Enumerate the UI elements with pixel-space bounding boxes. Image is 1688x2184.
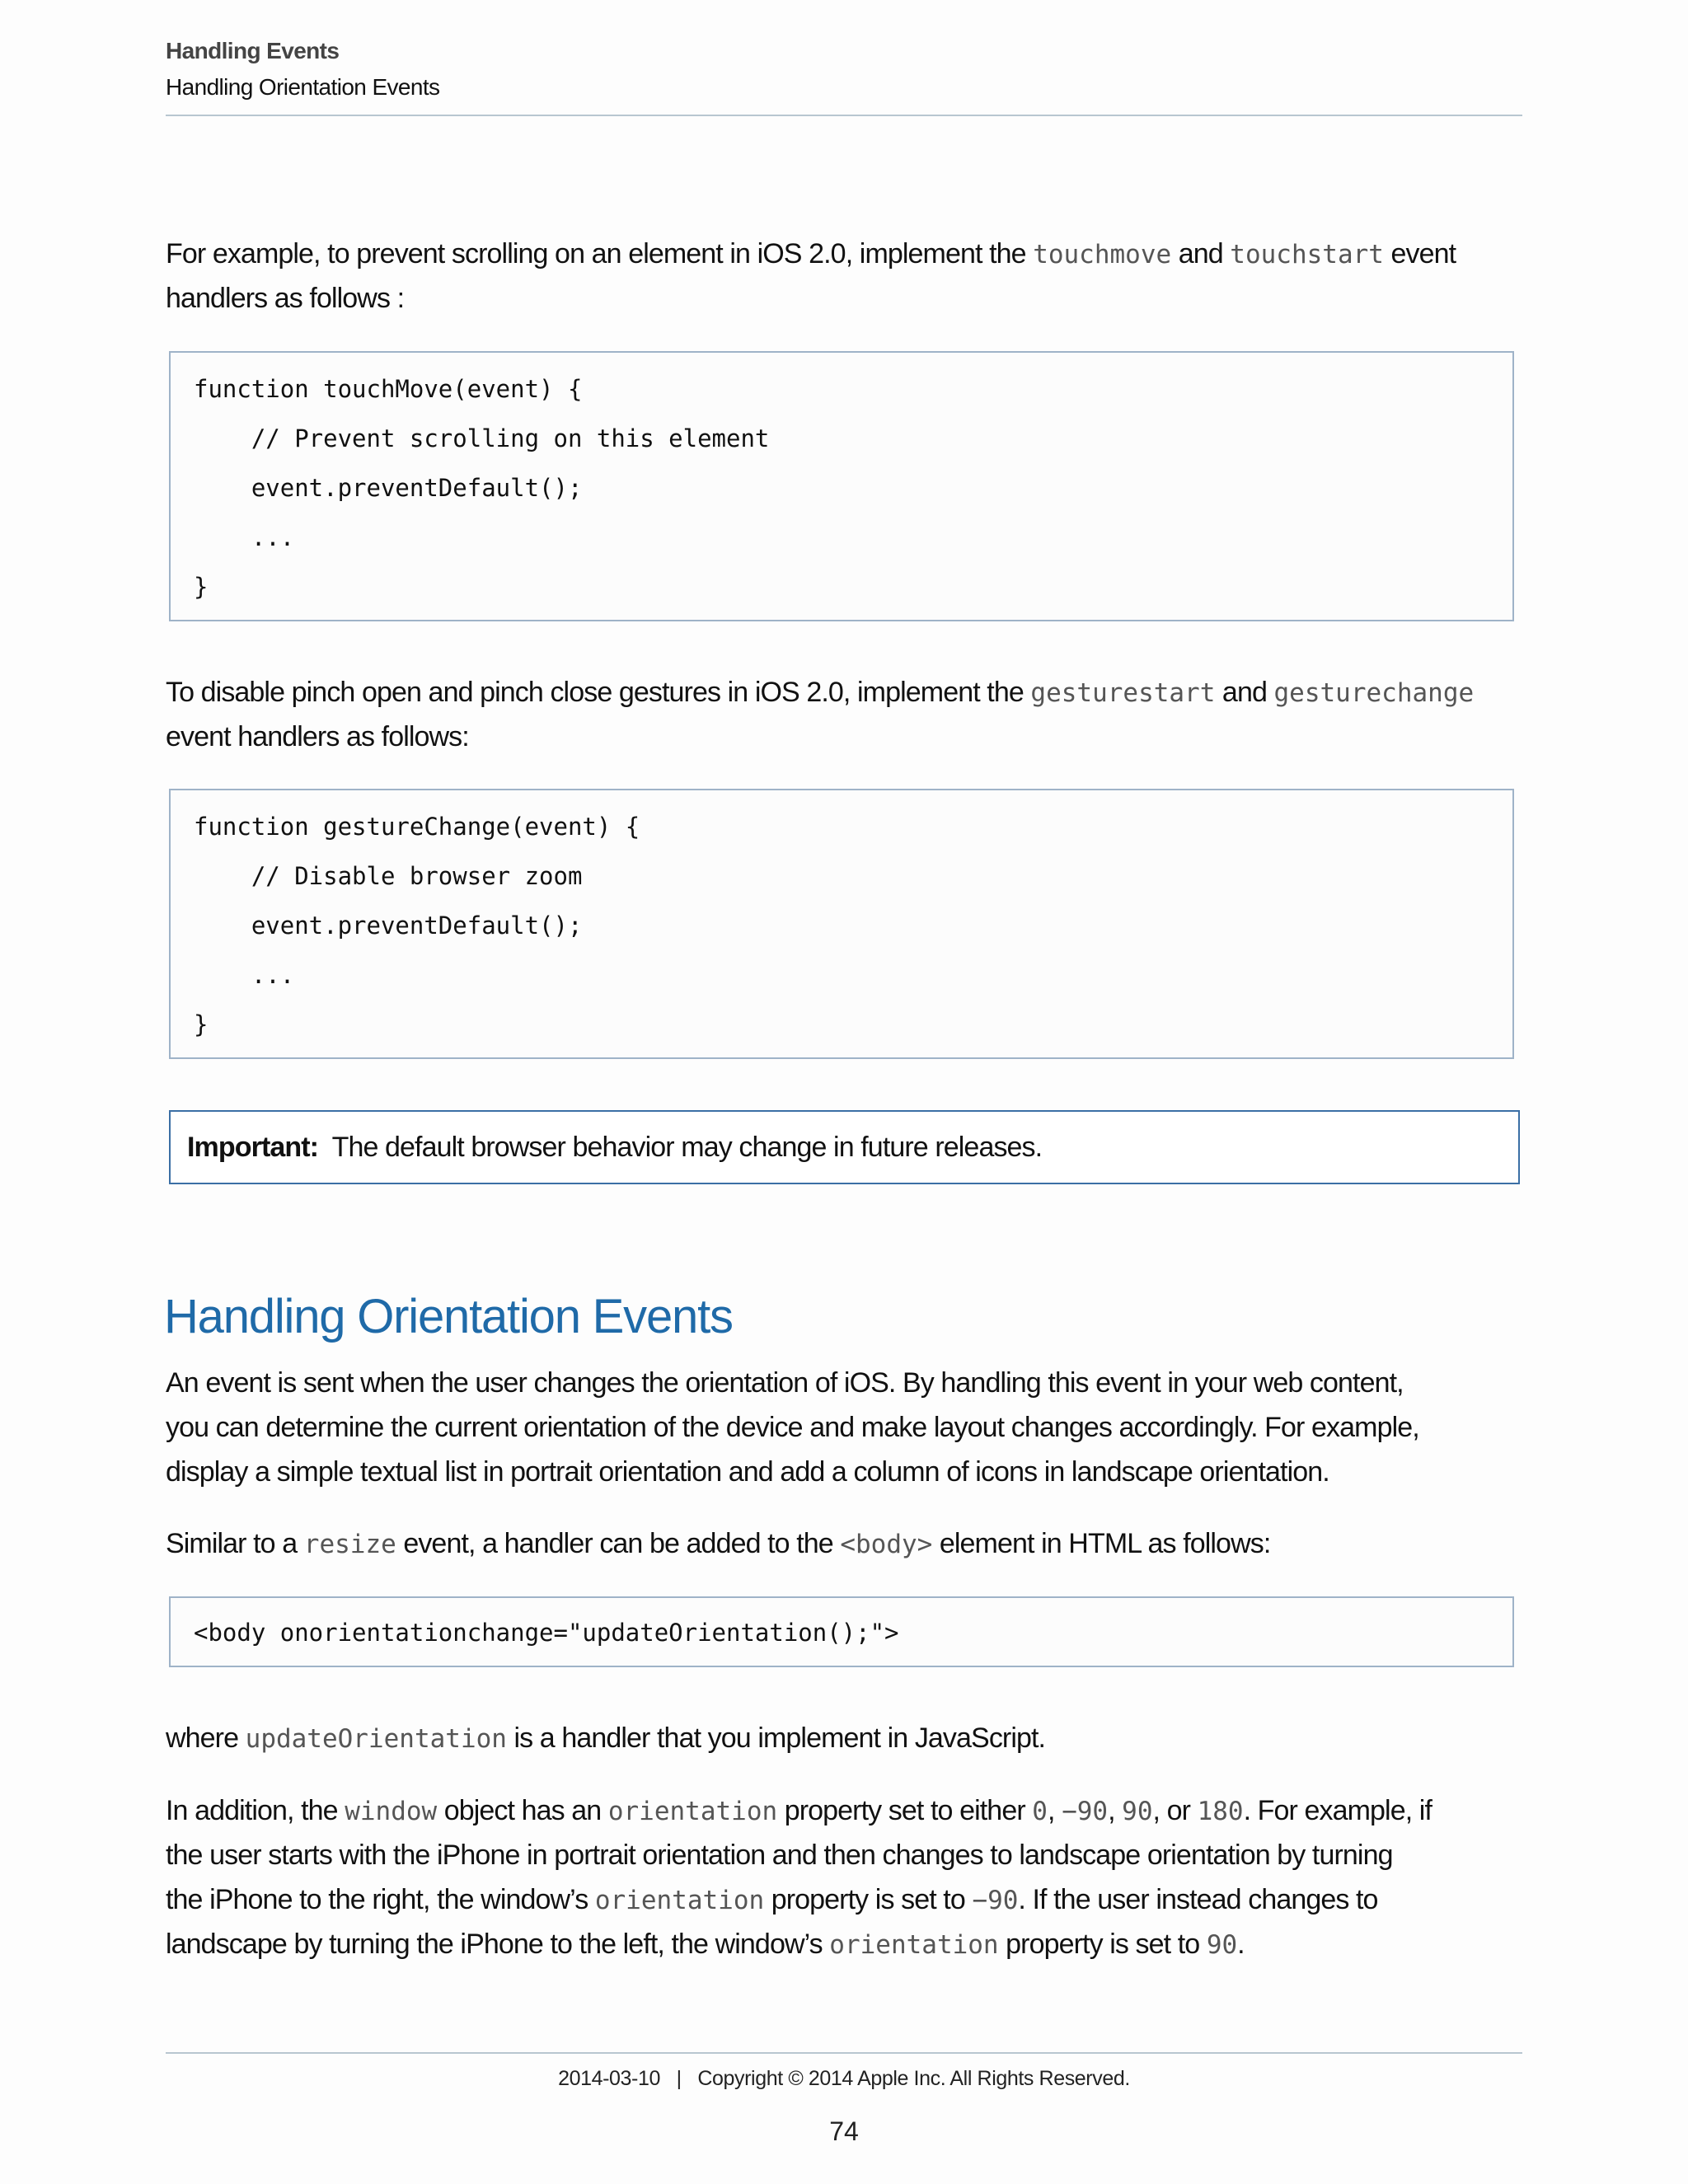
paragraph-line bbox=[166, 1928, 1245, 1961]
code-line: function gestureChange(event) { bbox=[194, 813, 640, 841]
important-label: Important: bbox=[187, 1132, 319, 1163]
paragraph-line: display a simple textual list in portrait orientation and add a column of icons in landscape orientation. bbox=[166, 1456, 1329, 1488]
code-line: event.preventDefault(); bbox=[194, 912, 583, 940]
paragraph-line bbox=[166, 237, 1456, 271]
code-line: function touchMove(event) { bbox=[194, 375, 583, 403]
footer-copyright: Copyright © 2014 Apple Inc. All Rights Reserved. bbox=[697, 2067, 1130, 2090]
inline-code: orientation bbox=[594, 1886, 765, 1915]
inline-code: orientation bbox=[607, 1797, 778, 1826]
text: To disable pinch open and pinch close gestures in iOS 2.0, implement the bbox=[166, 677, 1031, 708]
text: . bbox=[1237, 1929, 1245, 1960]
inline-code: <body> bbox=[840, 1530, 933, 1559]
inline-code: updateOrientation bbox=[245, 1724, 507, 1754]
footer-divider bbox=[166, 2052, 1522, 2054]
text: property is set to bbox=[764, 1884, 973, 1915]
inline-code: gesturestart bbox=[1030, 678, 1216, 708]
text: Similar to a bbox=[166, 1528, 304, 1559]
inline-code: 0 bbox=[1032, 1797, 1048, 1826]
paragraph-line: handlers as follows : bbox=[166, 283, 405, 314]
text: . If the user instead changes to bbox=[1018, 1884, 1378, 1915]
inline-code: resize bbox=[303, 1530, 396, 1559]
text: the iPhone to the right, the window’s bbox=[166, 1884, 595, 1915]
text: For example, to prevent scrolling on an element in iOS 2.0, implement the bbox=[166, 238, 1034, 269]
inline-code: 90 bbox=[1122, 1797, 1153, 1826]
inline-code: touchmove bbox=[1033, 240, 1172, 269]
inline-code: −90 bbox=[1062, 1797, 1109, 1826]
important-text: The default browser behavior may change in future releases. bbox=[331, 1132, 1043, 1163]
section-heading: Handling Orientation Events bbox=[164, 1290, 733, 1343]
code-line: event.preventDefault(); bbox=[194, 474, 583, 502]
footer-date: 2014-03-10 bbox=[558, 2067, 660, 2090]
inline-code: window bbox=[345, 1797, 438, 1826]
paragraph-line: you can determine the current orientation of the device and make layout changes accordingly. For example, bbox=[166, 1412, 1419, 1443]
text: event bbox=[1383, 238, 1456, 269]
paragraph-line bbox=[166, 1794, 1432, 1828]
text: , bbox=[1047, 1795, 1062, 1826]
code-block-touchmove bbox=[169, 351, 1514, 621]
header-divider bbox=[166, 115, 1522, 116]
paragraph-line bbox=[166, 1883, 1378, 1917]
text: . For example, if bbox=[1243, 1795, 1432, 1826]
paragraph-line bbox=[166, 1722, 1045, 1755]
running-header-section: Handling Orientation Events bbox=[166, 74, 440, 100]
text: In addition, the bbox=[166, 1795, 345, 1826]
paragraph-line: An event is sent when the user changes the orientation of iOS. By handling this event in your web content, bbox=[166, 1367, 1404, 1399]
code-line: // Prevent scrolling on this element bbox=[194, 424, 770, 452]
code-line: <body onorientationchange="updateOrientation();"> bbox=[194, 1619, 899, 1647]
important-callout bbox=[169, 1110, 1520, 1184]
text: element in HTML as follows: bbox=[932, 1528, 1271, 1559]
code-line: ... bbox=[194, 961, 295, 989]
code-block-gesturechange bbox=[169, 789, 1514, 1059]
text: property set to either bbox=[777, 1795, 1033, 1826]
inline-code: gesturechange bbox=[1273, 678, 1475, 708]
paragraph-line bbox=[166, 1527, 1270, 1561]
inline-code: touchstart bbox=[1230, 240, 1384, 269]
text: event, a handler can be added to the bbox=[396, 1528, 841, 1559]
inline-code: orientation bbox=[829, 1930, 999, 1960]
page-number: 74 bbox=[829, 2116, 859, 2146]
paragraph-line: the user starts with the iPhone in portrait orientation and then changes to landscape orientation by turning bbox=[166, 1840, 1393, 1871]
running-header-chapter: Handling Events bbox=[166, 38, 340, 63]
footer bbox=[0, 2067, 1688, 2091]
inline-code: 90 bbox=[1206, 1930, 1238, 1960]
paragraph-line bbox=[166, 676, 1474, 710]
inline-code: 180 bbox=[1197, 1797, 1244, 1826]
code-block-body-tag bbox=[169, 1596, 1514, 1667]
paragraph-line: event handlers as follows: bbox=[166, 721, 469, 752]
code-line: ... bbox=[194, 523, 295, 551]
text: , bbox=[1108, 1795, 1123, 1826]
text: , or bbox=[1152, 1795, 1198, 1826]
footer-separator: | bbox=[676, 2067, 682, 2090]
text: where bbox=[166, 1722, 246, 1754]
text: landscape by turning the iPhone to the left, the window’s bbox=[166, 1929, 830, 1960]
code-line: // Disable browser zoom bbox=[194, 862, 583, 890]
code-line: } bbox=[194, 573, 209, 601]
text: is a handler that you implement in JavaScript. bbox=[506, 1722, 1046, 1754]
text: and bbox=[1215, 677, 1274, 708]
inline-code: −90 bbox=[972, 1886, 1019, 1915]
text: object has an bbox=[437, 1795, 608, 1826]
text: property is set to bbox=[998, 1929, 1207, 1960]
text: and bbox=[1171, 238, 1231, 269]
code-line: } bbox=[194, 1010, 209, 1038]
